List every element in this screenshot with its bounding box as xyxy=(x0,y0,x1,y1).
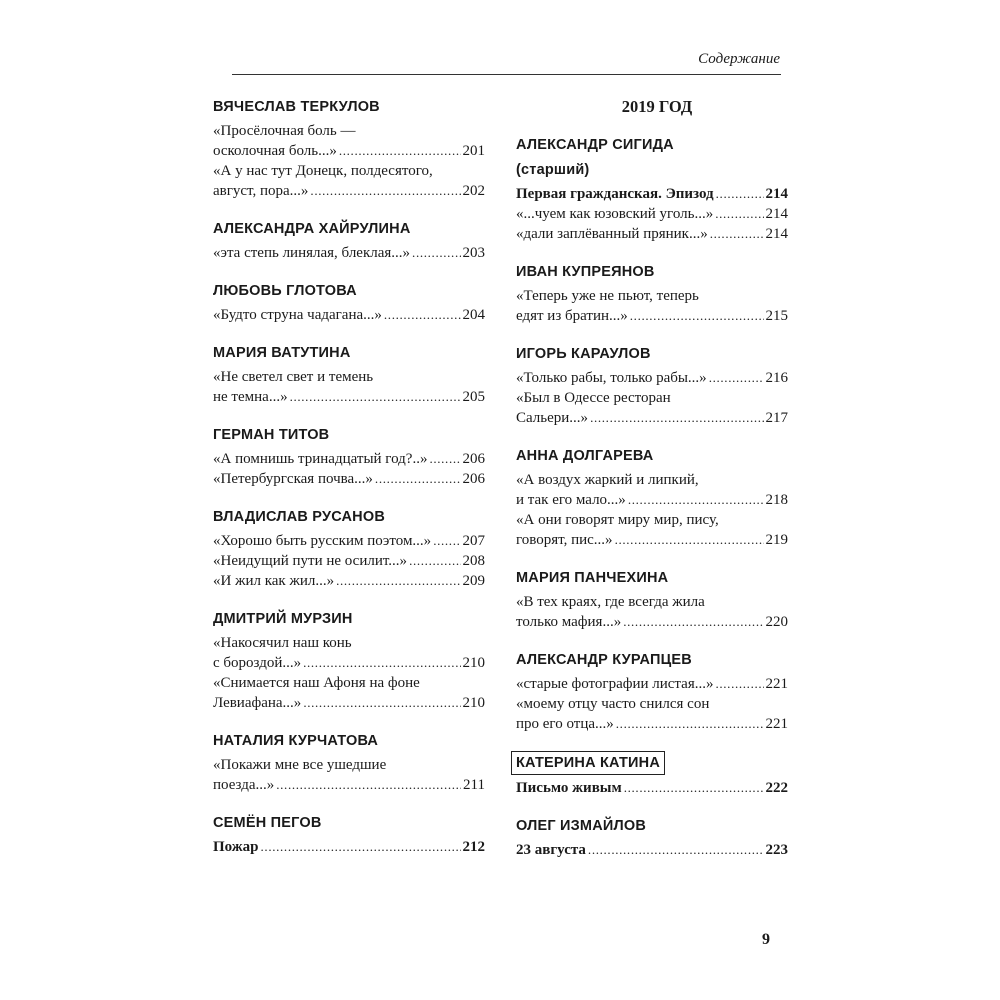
dot-leader xyxy=(710,224,764,244)
entry-page-number: 201 xyxy=(462,143,485,159)
toc-section xyxy=(516,815,788,860)
toc-entry[interactable] xyxy=(213,367,485,407)
toc-entry[interactable] xyxy=(213,551,485,571)
entry-page-number: 202 xyxy=(462,183,485,199)
toc-entry[interactable] xyxy=(516,184,788,204)
entry-title-line: с бороздой...» xyxy=(213,655,302,671)
toc-entry[interactable] xyxy=(213,837,485,857)
entry-page-number: 218 xyxy=(765,492,788,508)
dot-leader xyxy=(615,530,764,550)
entry-title-line: «Неидущий пути не осилит...» xyxy=(213,553,408,569)
entry-page-number: 214 xyxy=(765,186,788,202)
author-name: СЕМЁН ПЕГОВ xyxy=(213,815,322,831)
toc-entry[interactable] xyxy=(516,592,788,632)
entry-page-number: 211 xyxy=(463,777,485,793)
toc-entry[interactable] xyxy=(213,673,485,713)
toc-section xyxy=(213,506,485,591)
author-heading xyxy=(213,342,485,364)
toc-section xyxy=(213,424,485,489)
toc-section xyxy=(213,218,485,263)
toc-entry[interactable] xyxy=(516,510,788,550)
toc-entry[interactable] xyxy=(213,755,485,795)
dot-leader xyxy=(310,181,460,201)
toc-entry[interactable] xyxy=(516,388,788,428)
year-heading: 2019 ГОД xyxy=(621,97,693,116)
toc-entry[interactable] xyxy=(213,305,485,325)
toc-section xyxy=(213,812,485,857)
entry-title-line: август, пора...» xyxy=(213,183,309,199)
toc-section xyxy=(213,730,485,795)
author-heading xyxy=(516,751,788,775)
dot-leader xyxy=(303,653,460,673)
dot-leader xyxy=(303,693,460,713)
author-name: МАРИЯ ВАТУТИНА xyxy=(213,345,351,361)
entry-title-line: «старые фотографии листая...» xyxy=(516,676,714,692)
toc-entry[interactable] xyxy=(213,243,485,263)
author-name: НАТАЛИЯ КУРЧАТОВА xyxy=(213,733,379,749)
entry-page-number: 210 xyxy=(462,695,485,711)
author-heading xyxy=(213,96,485,118)
toc-entry[interactable] xyxy=(213,531,485,551)
toc-entry[interactable] xyxy=(516,368,788,388)
author-name: АЛЕКСАНДР СИГИДА xyxy=(516,137,674,153)
toc-section xyxy=(516,261,788,326)
author-name: АЛЕКСАНДР КУРАПЦЕВ xyxy=(516,652,692,668)
toc-section xyxy=(516,343,788,428)
dot-leader xyxy=(429,449,460,469)
toc-section xyxy=(516,649,788,734)
entry-page-number: 209 xyxy=(462,573,485,589)
author-name: ВЯЧЕСЛАВ ТЕРКУЛОВ xyxy=(213,99,380,115)
entry-page-number: 217 xyxy=(765,410,788,426)
entry-page-number: 208 xyxy=(462,553,485,569)
entry-title-line: «дали заплёванный пряник...» xyxy=(516,226,708,242)
toc-section xyxy=(213,280,485,325)
entry-title-line: «Покажи мне все ушедшие xyxy=(213,757,387,773)
entry-title-line: едят из братин...» xyxy=(516,308,628,324)
entry-title-line: Письмо живым xyxy=(516,780,622,796)
dot-leader xyxy=(588,840,764,860)
author-heading xyxy=(516,261,788,283)
author-name-boxed: КАТЕРИНА КАТИНА xyxy=(511,751,665,775)
dot-leader xyxy=(715,674,763,694)
author-heading xyxy=(516,815,788,837)
entry-page-number: 220 xyxy=(765,614,788,630)
entry-title-line: «Не светел свет и темень xyxy=(213,369,374,385)
entry-page-number: 205 xyxy=(462,389,485,405)
dot-leader xyxy=(709,368,764,388)
running-head: Содержание xyxy=(698,51,780,67)
page-number: 9 xyxy=(762,931,770,948)
dot-leader xyxy=(628,490,764,510)
entry-page-number: 214 xyxy=(765,206,788,222)
toc-entry[interactable] xyxy=(213,121,485,161)
author-name: ЛЮБОВЬ ГЛОТОВА xyxy=(213,283,357,299)
toc-section xyxy=(213,608,485,713)
author-heading-line2: (старший) xyxy=(516,162,590,178)
author-name: ИВАН КУПРЕЯНОВ xyxy=(516,264,655,280)
author-heading xyxy=(213,280,485,302)
author-heading xyxy=(516,134,788,156)
dot-leader xyxy=(433,531,460,551)
dot-leader xyxy=(290,387,461,407)
dot-leader xyxy=(623,612,763,632)
entry-page-number: 221 xyxy=(765,676,788,692)
dot-leader xyxy=(375,469,461,489)
entry-page-number: 223 xyxy=(765,842,788,858)
entry-title-line: «В тех краях, где всегда жила xyxy=(516,594,705,610)
entry-title-line: «Снимается наш Афоня на фоне xyxy=(213,675,420,691)
toc-section xyxy=(213,342,485,407)
entry-title-line: «моему отцу часто снился сон xyxy=(516,696,710,712)
author-heading xyxy=(213,424,485,446)
entry-title-line: «Накосячил наш конь xyxy=(213,635,352,651)
dot-leader xyxy=(715,204,763,224)
entry-title-line: говорят, пис...» xyxy=(516,532,613,548)
author-heading xyxy=(516,343,788,365)
dot-leader xyxy=(339,141,461,161)
dot-leader xyxy=(336,571,460,591)
toc-section xyxy=(516,567,788,632)
entry-page-number: 203 xyxy=(462,245,485,261)
toc-entry[interactable] xyxy=(213,469,485,489)
entry-title-line: Левиафана...» xyxy=(213,695,302,711)
entry-title-line: только мафия...» xyxy=(516,614,622,630)
toc-section xyxy=(213,96,485,201)
author-heading xyxy=(213,730,485,752)
author-heading xyxy=(213,506,485,528)
author-name: ВЛАДИСЛАВ РУСАНОВ xyxy=(213,509,386,525)
author-name: ОЛЕГ ИЗМАЙЛОВ xyxy=(516,818,647,834)
entry-title-line: «эта степь линялая, блеклая...» xyxy=(213,245,411,261)
entry-title-line: поезда...» xyxy=(213,777,275,793)
toc-entry[interactable] xyxy=(213,633,485,673)
author-name: МАРИЯ ПАНЧЕХИНА xyxy=(516,570,669,586)
entry-page-number: 206 xyxy=(462,471,485,487)
dot-leader xyxy=(590,408,763,428)
entry-page-number: 222 xyxy=(765,780,788,796)
entry-title-line: «А они говорят миру мир, пису, xyxy=(516,512,719,528)
entry-page-number: 210 xyxy=(462,655,485,671)
toc-section xyxy=(516,445,788,550)
dot-leader xyxy=(616,714,764,734)
entry-page-number: 212 xyxy=(462,839,485,855)
entry-page-number: 221 xyxy=(765,716,788,732)
entry-page-number: 216 xyxy=(765,370,788,386)
toc-right-column xyxy=(516,96,788,877)
dot-leader xyxy=(630,306,764,326)
toc-entry[interactable] xyxy=(516,204,788,224)
entry-title-line: Пожар xyxy=(213,839,259,855)
entry-title-line: «А помнишь тринадцатый год?..» xyxy=(213,451,428,467)
entry-page-number: 207 xyxy=(462,533,485,549)
toc-entry[interactable] xyxy=(213,161,485,201)
toc-entry[interactable] xyxy=(516,694,788,734)
author-name: ДМИТРИЙ МУРЗИН xyxy=(213,611,353,627)
entry-page-number: 214 xyxy=(765,226,788,242)
entry-title-line: «Будто струна чадагана...» xyxy=(213,307,382,323)
author-heading xyxy=(516,567,788,589)
entry-title-line: «Просёлочная боль — xyxy=(213,123,356,139)
entry-title-line: и так его мало...» xyxy=(516,492,626,508)
author-heading xyxy=(516,649,788,671)
toc-entry[interactable] xyxy=(213,571,485,591)
entry-title-line: «Был в Одессе ресторан xyxy=(516,390,671,406)
header-rule xyxy=(232,74,781,75)
author-name: АННА ДОЛГАРЕВА xyxy=(516,448,654,464)
dot-leader xyxy=(261,837,461,857)
entry-title-line: «А у нас тут Донецк, полдесятого, xyxy=(213,163,433,179)
toc-entry[interactable] xyxy=(516,674,788,694)
entry-title-line: 23 августа xyxy=(516,842,586,858)
toc-entry[interactable] xyxy=(516,224,788,244)
entry-title-line: про его отца...» xyxy=(516,716,614,732)
entry-title-line: не темна...» xyxy=(213,389,288,405)
toc-entry[interactable] xyxy=(516,286,788,326)
dot-leader xyxy=(384,305,461,325)
toc-entry[interactable] xyxy=(516,840,788,860)
toc-entry[interactable] xyxy=(213,449,485,469)
author-heading xyxy=(213,608,485,630)
entry-page-number: 204 xyxy=(462,307,485,323)
entry-title-line: осколочная боль...» xyxy=(213,143,337,159)
entry-title-line: «Теперь уже не пьют, теперь xyxy=(516,288,699,304)
dot-leader xyxy=(624,778,764,798)
entry-page-number: 206 xyxy=(462,451,485,467)
entry-page-number: 219 xyxy=(765,532,788,548)
entry-page-number: 215 xyxy=(765,308,788,324)
entry-title-line: «И жил как жил...» xyxy=(213,573,335,589)
toc-section xyxy=(516,134,788,244)
author-heading xyxy=(213,812,485,834)
dot-leader xyxy=(716,184,764,204)
dot-leader xyxy=(409,551,460,571)
entry-title-line: «А воздух жаркий и липкий, xyxy=(516,472,699,488)
entry-title-line: «...чуем как юзовский уголь...» xyxy=(516,206,714,222)
toc-left-column xyxy=(213,96,485,874)
toc-entry[interactable] xyxy=(516,470,788,510)
entry-title-line: «Только рабы, только рабы...» xyxy=(516,370,707,386)
entry-title-line: «Хорошо быть русским поэтом...» xyxy=(213,533,432,549)
toc-entry[interactable] xyxy=(516,778,788,798)
dot-leader xyxy=(412,243,460,263)
toc-right-entries xyxy=(516,134,788,860)
author-heading xyxy=(213,218,485,240)
entry-title-line: Сальери...» xyxy=(516,410,589,426)
entry-title-line: Первая гражданская. Эпизод xyxy=(516,186,714,202)
dot-leader xyxy=(276,775,461,795)
toc-section xyxy=(516,751,788,798)
entry-title-line: «Петербургская почва...» xyxy=(213,471,373,487)
author-heading xyxy=(516,445,788,467)
author-name: АЛЕКСАНДРА ХАЙРУЛИНА xyxy=(213,221,411,237)
author-name: ИГОРЬ КАРАУЛОВ xyxy=(516,346,651,362)
author-name: ГЕРМАН ТИТОВ xyxy=(213,427,330,443)
